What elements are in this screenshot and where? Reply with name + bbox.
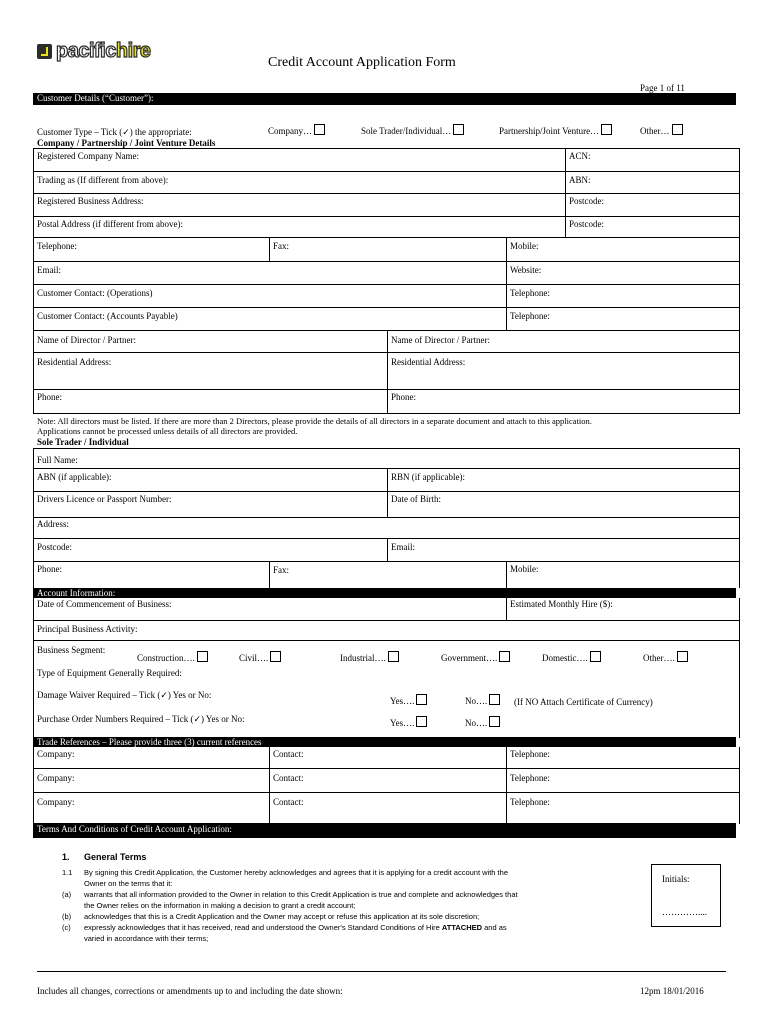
clause-1-1-line2: Owner on the terms that it:	[84, 879, 173, 888]
ref-1-telephone-field[interactable]: Telephone:	[510, 749, 550, 759]
damage-waiver-no[interactable]	[465, 694, 500, 706]
abn-field[interactable]: ABN:	[569, 175, 591, 185]
clause-a-num: (a)	[62, 890, 72, 899]
directors-note-1: Note: All directors must be listed. If there are more than 2 Directors, please provide the details of all directors in a separate document and attach to this application.	[37, 416, 592, 426]
sole-postcode-field[interactable]: Postcode:	[37, 542, 72, 552]
clause-a-line1: warrants that all information provided to the Owner in relation to this Credit Application is true and complete and acknowledges that	[84, 890, 518, 899]
section-title: General Terms	[84, 852, 147, 862]
telephone-accounts-field[interactable]: Telephone:	[510, 311, 550, 321]
director-1-address-field[interactable]: Residential Address:	[37, 357, 112, 367]
licence-field[interactable]: Drivers Licence or Passport Number:	[37, 494, 172, 504]
sole-email-field[interactable]: Email:	[391, 542, 415, 552]
segment-government[interactable]	[441, 651, 510, 663]
clause-c-post: and as	[484, 923, 507, 932]
logo-part2: hire	[115, 40, 151, 62]
clause-a-line2: the Owner relies on the information in making a decision to grant a credit account;	[84, 901, 356, 910]
partnership-label: Partnership/Joint Venture…	[499, 126, 600, 136]
initials-box[interactable]	[651, 864, 721, 927]
construction-label: Construction….	[137, 653, 195, 663]
trading-as-field[interactable]: Trading as (If different from above):	[37, 175, 169, 185]
postcode-2-field[interactable]: Postcode:	[569, 219, 604, 229]
segment-other[interactable]	[643, 651, 688, 663]
segment-construction[interactable]	[137, 651, 208, 663]
section-number: 1.	[62, 852, 70, 862]
segment-industrial[interactable]	[340, 651, 399, 663]
business-address-field[interactable]: Registered Business Address:	[37, 196, 144, 206]
industrial-checkbox[interactable]	[388, 651, 399, 662]
sole-label: Sole Trader/Individual…	[361, 126, 452, 136]
postcode-1-field[interactable]: Postcode:	[569, 196, 604, 206]
other-checkbox[interactable]	[672, 124, 683, 135]
customer-details-bar: Customer Details (“Customer”):	[33, 93, 736, 105]
principal-activity-field[interactable]: Principal Business Activity:	[37, 624, 138, 634]
ref-1-company-field[interactable]: Company:	[37, 749, 75, 759]
telephone-field[interactable]: Telephone:	[37, 241, 77, 251]
construction-checkbox[interactable]	[197, 651, 208, 662]
commencement-date-field[interactable]: Date of Commencement of Business:	[37, 599, 172, 609]
domestic-checkbox[interactable]	[590, 651, 601, 662]
director-2-phone-field[interactable]: Phone:	[391, 392, 417, 402]
trade-references-bar: Trade References – Please provide three (3) current references	[33, 737, 736, 747]
segment-civil[interactable]	[239, 651, 281, 663]
clause-c-num: (c)	[62, 923, 71, 932]
sole-address-field[interactable]: Address:	[37, 519, 69, 529]
dw-yes-checkbox[interactable]	[416, 694, 427, 705]
company-section-heading: Company / Partnership / Joint Venture Details	[37, 138, 216, 148]
rbn-field[interactable]: RBN (if applicable):	[391, 472, 465, 482]
director-2-address-field[interactable]: Residential Address:	[391, 357, 466, 367]
directors-note-2: Applications cannot be processed unless details of all directors are provided.	[37, 426, 298, 436]
director-2-name-field[interactable]: Name of Director / Partner:	[391, 335, 490, 345]
fax-field[interactable]: Fax:	[273, 241, 290, 251]
contact-operations-field[interactable]: Customer Contact: (Operations)	[37, 288, 153, 298]
clause-b-line1: acknowledges that this is a Credit Application and the Owner may accept or refuse this application at its sole discretion;	[84, 912, 480, 921]
initials-label: Initials:	[662, 874, 690, 884]
clause-b-num: (b)	[62, 912, 72, 921]
clause-c-pre: expressly acknowledges that it has received, read and understood the Owner's Standard Conditions of Hire	[84, 923, 440, 932]
customer-type-other[interactable]	[640, 124, 683, 136]
logo-part1: pacific	[56, 40, 116, 62]
clause-c-line1	[84, 923, 507, 932]
segment-domestic[interactable]	[542, 651, 601, 663]
customer-type-label: Customer Type – Tick (✓) the appropriate:	[37, 127, 192, 137]
sole-abn-field[interactable]: ABN (if applicable):	[37, 472, 112, 482]
dw-yes-label: Yes….	[390, 696, 415, 706]
ref-3-contact-field[interactable]: Contact:	[273, 797, 304, 807]
ref-2-telephone-field[interactable]: Telephone:	[510, 773, 550, 783]
dw-no-label: No….	[465, 696, 488, 706]
ref-3-telephone-field[interactable]: Telephone:	[510, 797, 550, 807]
other-label: Other…	[640, 126, 670, 136]
email-field[interactable]: Email:	[37, 265, 61, 275]
business-segment-label: Business Segment:	[37, 645, 106, 655]
customer-type-company[interactable]	[268, 124, 325, 136]
director-1-phone-field[interactable]: Phone:	[37, 392, 63, 402]
clause-1-1-line1: By signing this Credit Application, the Customer hereby acknowledges and agrees that it is applying for a credit account with the	[84, 868, 508, 877]
civil-checkbox[interactable]	[270, 651, 281, 662]
industrial-label: Industrial….	[340, 653, 386, 663]
footer-note: Includes all changes, corrections or amendments up to and including the date shown:	[37, 986, 343, 996]
government-checkbox[interactable]	[499, 651, 510, 662]
dob-field[interactable]: Date of Birth:	[391, 494, 441, 504]
segment-other-label: Other….	[643, 653, 675, 663]
telephone-operations-field[interactable]: Telephone:	[510, 288, 550, 298]
damage-waiver-note: (If NO Attach Certificate of Currency)	[514, 697, 653, 707]
po-yes-checkbox[interactable]	[416, 716, 427, 727]
customer-type-partnership[interactable]	[499, 124, 612, 136]
sole-checkbox[interactable]	[453, 124, 464, 135]
ref-1-contact-field[interactable]: Contact:	[273, 749, 304, 759]
segment-other-checkbox[interactable]	[677, 651, 688, 662]
dw-no-checkbox[interactable]	[489, 694, 500, 705]
sole-mobile-field[interactable]: Mobile:	[510, 564, 539, 574]
ref-2-contact-field[interactable]: Contact:	[273, 773, 304, 783]
po-no-checkbox[interactable]	[489, 716, 500, 727]
partnership-checkbox[interactable]	[601, 124, 612, 135]
damage-waiver-label: Damage Waiver Required – Tick (✓) Yes or No:	[37, 690, 212, 700]
po-numbers-label: Purchase Order Numbers Required – Tick (✓) Yes or No:	[37, 714, 245, 724]
page-title: Credit Account Application Form	[268, 55, 456, 70]
equipment-type-field[interactable]: Type of Equipment Generally Required:	[37, 668, 182, 678]
po-yes[interactable]	[390, 716, 427, 728]
director-1-name-field[interactable]: Name of Director / Partner:	[37, 335, 136, 345]
clause-c-line2: varied in accordance with their terms;	[84, 934, 209, 943]
po-no-label: No….	[465, 718, 488, 728]
full-name-field[interactable]: Full Name:	[37, 455, 78, 465]
website-field[interactable]: Website:	[510, 265, 542, 275]
damage-waiver-yes[interactable]	[390, 694, 427, 706]
footer-date: 12pm 18/01/2016	[640, 986, 704, 996]
sole-phone-field[interactable]: Phone:	[37, 564, 63, 574]
mobile-field[interactable]: Mobile:	[510, 241, 539, 251]
acn-field[interactable]: ACN:	[569, 151, 591, 161]
sole-fax-field[interactable]: Fax:	[273, 565, 290, 575]
ref-3-company-field[interactable]: Company:	[37, 797, 75, 807]
company-checkbox[interactable]	[314, 124, 325, 135]
postal-address-field[interactable]: Postal Address (if different from above):	[37, 219, 184, 229]
account-info-bar: Account Information:	[33, 588, 736, 598]
po-no[interactable]	[465, 716, 500, 728]
initials-dots: …………....	[662, 907, 707, 917]
company-label: Company…	[268, 126, 312, 136]
registered-company-name-field[interactable]: Registered Company Name:	[37, 151, 139, 161]
ref-2-company-field[interactable]: Company:	[37, 773, 75, 783]
po-yes-label: Yes….	[390, 718, 415, 728]
domestic-label: Domestic….	[542, 653, 588, 663]
logo-mark-icon	[37, 44, 52, 59]
logo	[56, 40, 151, 62]
clause-c-attached: ATTACHED	[441, 923, 483, 932]
page-number: Page 1 of 11	[640, 83, 685, 93]
contact-accounts-field[interactable]: Customer Contact: (Accounts Payable)	[37, 311, 178, 321]
customer-type-sole[interactable]	[361, 124, 464, 136]
clause-1-1-num: 1.1	[62, 868, 73, 877]
sole-trader-heading: Sole Trader / Individual	[37, 437, 129, 447]
civil-label: Civil….	[239, 653, 269, 663]
monthly-hire-field[interactable]: Estimated Monthly Hire ($):	[510, 599, 613, 609]
government-label: Government….	[441, 653, 498, 663]
terms-bar: Terms And Conditions of Credit Account Application:	[33, 823, 736, 838]
